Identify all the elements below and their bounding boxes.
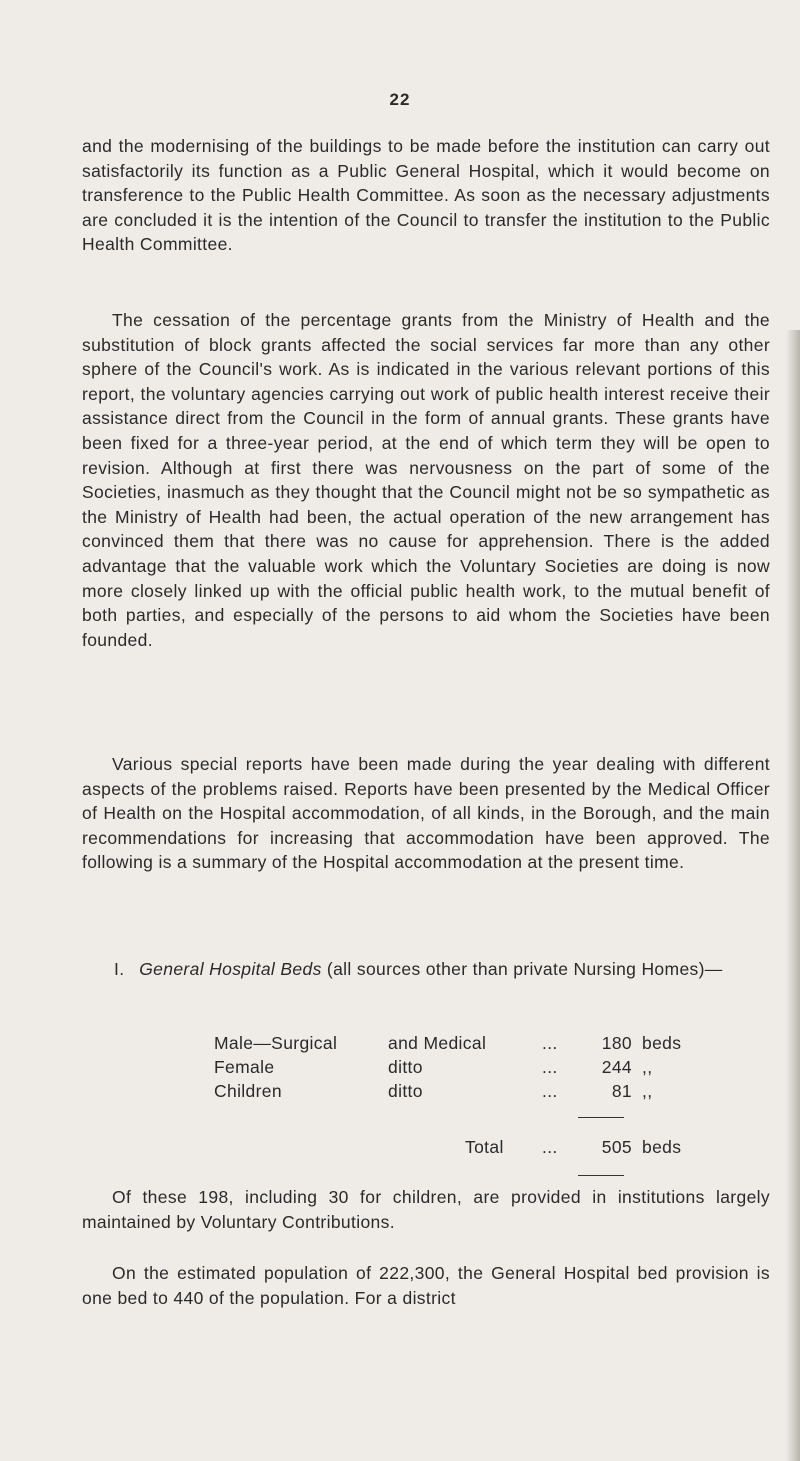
row-leader-dots: ... (542, 1081, 558, 1101)
row-unit: beds (642, 1033, 682, 1053)
row-unit: ,, (642, 1057, 653, 1077)
total-value: 505 (601, 1137, 632, 1157)
total-label: Total (465, 1137, 504, 1157)
page-number: 22 (389, 90, 411, 109)
row-value: 244 (601, 1057, 632, 1077)
paragraph-6: On the estimated population of 222,300, the General Hospital bed provision is one bed to 440 of the population. For a district (82, 1263, 770, 1308)
paragraph-5: Of these 198, including 30 for children, are provided in institutions largely maintained by Voluntary Contributions. (82, 1187, 770, 1232)
row-ditto: ditto (388, 1081, 423, 1101)
section-general-hospital-beds (114, 957, 774, 982)
paragraph-3: Various special reports have been made during the year dealing with different aspects of the problems raised. Reports have been presented by the Medical Officer of Health on the Hospital accommodation, of all kinds, in the Borough, and the main recommendations for increasing that accommodation have been approved. The following is a summary of the Hospital accommodation at the present time. (82, 754, 770, 873)
row-value: 81 (611, 1081, 632, 1101)
total-rule-top (578, 1117, 624, 1118)
row-value: 180 (601, 1033, 632, 1053)
row-leader-dots: ... (542, 1057, 558, 1077)
table-row (0, 1055, 653, 1079)
total-leader-dots: ... (542, 1137, 558, 1157)
row-ditto: ditto (388, 1057, 423, 1077)
row-unit: ,, (642, 1081, 653, 1101)
beds-table (0, 1031, 800, 1181)
section-title: General Hospital Beds (139, 959, 322, 979)
table-row (0, 1079, 653, 1103)
row-label: Female (214, 1057, 275, 1077)
paragraph-1: and the modernising of the buildings to be made before the institution can carry out satisfactorily its function as a Public General Hospital, which it would become on transference to the Public Health Committee. As soon as the necessary adjustments are concluded it is the intention of the Council to transfer the institution to the Public Health Committee. (82, 136, 770, 255)
table-row (0, 1031, 682, 1055)
section-number: I. (114, 959, 125, 979)
row-label: Children (214, 1081, 282, 1101)
row-ditto: and Medical (388, 1033, 487, 1053)
section-qualifier: (all sources other than private Nursing Homes)— (326, 959, 723, 979)
total-unit: beds (642, 1137, 682, 1157)
paragraph-2: The cessation of the percentage grants from the Ministry of Health and the substitution of block grants affected the social services far more than any other sphere of the Council's work. As is indicated in the various relevant portions of this report, the voluntary agencies carrying out work of public health interest receive their assistance direct from the Council in the form of annual grants. These grants have been fixed for a three-year period, at the end of which term they will be open to revision. Although at first there was nervousness on the part of some of the Societies, inasmuch as they thought that the Council might not be so sympathetic as the Ministry of Health had been, the actual operation of the new arrangement has convinced them that there was no cause for apprehension. There is the added advantage that the valuable work which the Voluntary Societies are doing is now more closely linked up with the official public health work, to the mutual benefit of both parties, and especially of the persons to aid whom the Societies have been founded. (82, 310, 770, 650)
page-edge-shadow (786, 330, 800, 1461)
total-row (0, 1135, 682, 1159)
row-leader-dots: ... (542, 1033, 558, 1053)
row-label: Male—Surgical (214, 1033, 338, 1053)
total-rule-bottom (578, 1175, 624, 1176)
